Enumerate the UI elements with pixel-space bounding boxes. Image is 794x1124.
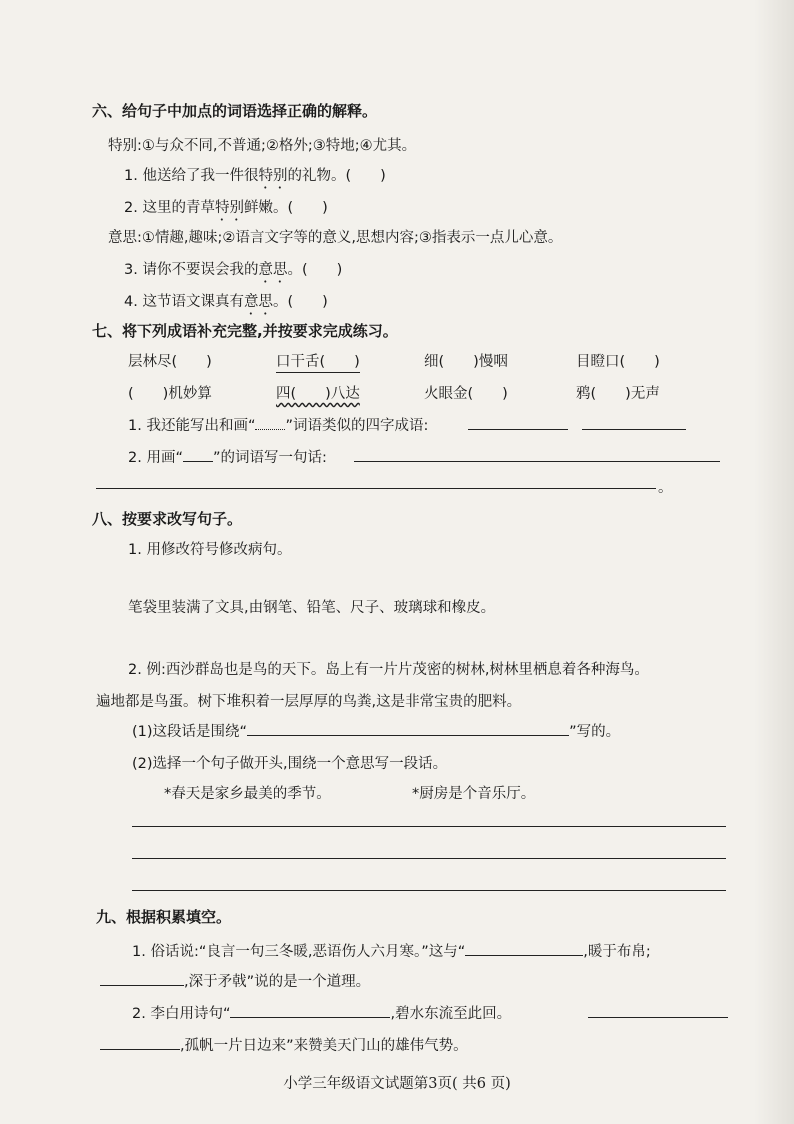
question-9-1-line1: 1. 俗话说:“良言一句三冬暖,恶语伤人六月寒。”这与“ ,暖于布帛; — [132, 940, 651, 961]
idiom[interactable]: 层林尽( ) — [128, 354, 212, 370]
answer-blank[interactable] — [230, 1003, 390, 1018]
answer-blank[interactable] — [100, 971, 184, 986]
answer-line[interactable] — [468, 429, 568, 430]
wavy-mark — [255, 417, 285, 430]
writing-line[interactable] — [132, 890, 726, 891]
question-6-1: 1. 他送给了我一件很特别的礼物。( ) — [124, 168, 386, 184]
question-7-2: 2. 用画“ ”的词语写一句话: — [128, 446, 327, 467]
option-kitchen: *厨房是个音乐厅。 — [412, 786, 536, 802]
question-8-2-2: (2)选择一个句子做开头,围绕一个意思写一段话。 — [132, 756, 448, 772]
question-9-2-line2: ,孤帆一片日边来”来赞美天门山的雄伟气势。 — [100, 1034, 468, 1055]
option-spring: *春天是家乡最美的季节。 — [164, 786, 331, 802]
question-8-2-line1: 2. 例:西沙群岛也是鸟的天下。岛上有一片片茂密的树林,树林里栖息着各种海鸟。 — [128, 662, 649, 678]
section-7-heading: 七、将下列成语补充完整,并按要求完成练习。 — [92, 322, 398, 340]
question-7-1: 1. 我还能写出和画“ ”词语类似的四字成语: — [128, 418, 429, 434]
dotted-word: 意思 — [243, 294, 273, 310]
definition-yisi: 意思:①情趣,趣味;②语言文字等的意义,思想内容;③指表示一点儿心意。 — [108, 230, 563, 246]
idiom-wavy[interactable]: 四( )八达 — [276, 386, 360, 402]
underline-mark — [183, 447, 213, 462]
dotted-word: 意思 — [258, 262, 288, 278]
answer-blank[interactable] — [465, 941, 583, 956]
writing-line[interactable] — [132, 826, 726, 827]
idiom-underlined[interactable]: 口干舌( ) — [276, 350, 360, 373]
question-6-2: 2. 这里的青草特别鲜嫩。( ) — [124, 200, 328, 216]
dotted-word: 特别 — [258, 168, 288, 184]
period: 。 — [658, 480, 673, 496]
question-6-3: 3. 请你不要误会我的意思。( ) — [124, 262, 343, 278]
idiom[interactable]: ( )机妙算 — [128, 386, 212, 402]
question-8-1: 1. 用修改符号修改病句。 — [128, 542, 292, 558]
idiom[interactable]: 目瞪口( ) — [576, 354, 660, 370]
answer-blank[interactable] — [247, 721, 569, 736]
question-9-1-line2: ,深于矛戟”说的是一个道理。 — [100, 970, 370, 991]
page-footer: 小学三年级语文试题第3页( 共6 页) — [283, 1076, 511, 1092]
idiom[interactable]: 火眼金( ) — [424, 386, 508, 402]
page-edge-shadow — [754, 0, 794, 1124]
answer-blank[interactable] — [100, 1035, 180, 1050]
idiom[interactable]: 鸦( )无声 — [576, 386, 660, 402]
faulty-sentence[interactable]: 笔袋里装满了文具,由钢笔、铅笔、尺子、玻璃球和橡皮。 — [128, 600, 496, 616]
question-8-2-line2: 遍地都是鸟蛋。树下堆积着一层厚厚的鸟粪,这是非常宝贵的肥料。 — [96, 694, 522, 710]
question-9-2-line1: 2. 李白用诗句“ ,碧水东流至此回。 — [132, 1002, 511, 1023]
answer-line[interactable] — [588, 1017, 728, 1018]
dotted-word: 特别 — [214, 200, 244, 216]
section-9-heading: 九、根据积累填空。 — [96, 908, 232, 926]
answer-line[interactable] — [96, 488, 656, 489]
section-8-heading: 八、按要求改写句子。 — [92, 510, 243, 528]
question-6-4: 4. 这节语文课真有意思。( ) — [124, 294, 328, 310]
definition-tebie: 特别:①与众不同,不普通;②格外;③特地;④尤其。 — [108, 138, 417, 154]
question-8-2-1: (1)这段话是围绕“ ”写的。 — [132, 720, 620, 741]
section-6-heading: 六、给句子中加点的词语选择正确的解释。 — [92, 102, 378, 120]
idiom[interactable]: 细( )慢咽 — [424, 354, 508, 370]
answer-line[interactable] — [582, 429, 686, 430]
writing-line[interactable] — [132, 858, 726, 859]
answer-line[interactable] — [354, 461, 720, 462]
